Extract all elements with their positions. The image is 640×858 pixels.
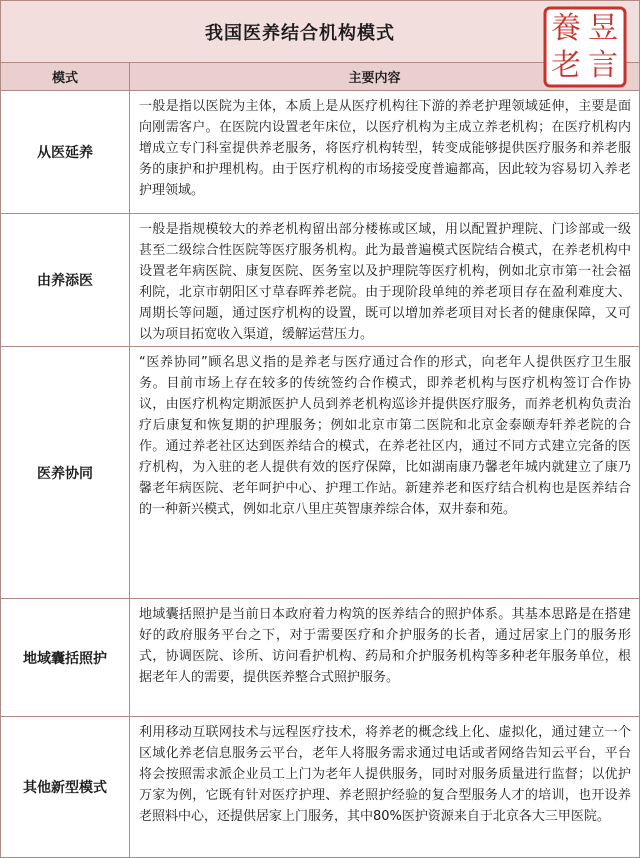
header-mode: 模式 [1,63,130,90]
header-content: 主要内容 [348,71,401,86]
page-title: 我国医养结合机构模式 [205,22,395,44]
table-row [1,214,639,347]
row-content-text: 一般是指以医院为主体，本质上是从医疗机构往下游的养老护理领域延伸，主要是面向刚需客户。在医院内设置老年床位，以医疗机构为主成立养老机构；在医疗机构内增成立专门科室提供养老服务，将医疗机构转型，转变成能够提供医疗服务和养老服务的康护和护理机构。由于医疗机构的市场接受度普遍都高，因此较为容易切入养老护理领域。 [139,99,631,198]
row-mode-label: 从医延养 [1,91,130,213]
row-mode-label: 地域囊括照护 [1,599,130,716]
seal-char-3: 養 [551,11,581,46]
table-row [1,91,639,214]
table-row [1,347,639,599]
row-content-text: 一般是指规模较大的养老机构留出部分楼栋或区域，用以配置护理院、门诊部或一级甚至二级综合性医院等医疗服务机构。此为最普遍模式医院结合模式，在养老机构中设置老年病医院、康复医院、医务室以及护理院等医疗机构，例如北京市第一社会福利院，北京市朝阳区寸草春晖养老院。由于现阶段单纯的养老项目存在盈利难度大、周期长等问题，通过医疗机构的设置，既可以增加养老项目对长者的健康保障，又可以为项目拓宽收入渠道，缓解运营压力。 [139,222,631,342]
row-content-text: 地域囊括照护是当前日本政府着力构筑的医养结合的照护体系。其基本思路是在搭建好的政府服务平台之下，对于需要医疗和介护服务的长者，通过居家上门的服务形式，协调医院、诊所、访问看护机构、药局和介护服务机构等多种老年服务单位，根据老年人的需要，提供医养整合式照护服务。 [139,607,631,685]
row-mode-label: 由养添医 [1,214,130,346]
seal-char-4: 老 [551,48,581,83]
row-content-text: “医养协同”顾名思义指的是养老与医疗通过合作的形式，向老年人提供医疗卫生服务。目前市场上存在较多的传统签约合作模式，即养老机构与医疗机构签订合作协议，由医疗机构定期派医护人员到养老机构巡诊并提供医疗服务，而养老机构负责治疗后康复和恢复期的护理服务；例如北京市第二医院和北京金泰颐寿轩养老院的合作。通过养老社区达到医养结合的模式，在养老社区内，通过不同方式建立完备的医疗机构，为入驻的老人提供有效的医疗保障，比如湖南康乃馨老年城内就建立了康乃馨老年病医院、老年呵护中心、护理工作站。新建养老和医疗结合机构也是医养结合的一种新兴模式，例如北京八里庄英智康养综合体，双井泰和苑。 [139,355,631,517]
row-mode-label: 医养协同 [1,347,130,598]
row-content-text: 利用移动互联网技术与远程医疗技术，将养老的概念线上化、虚拟化，通过建立一个区域化养老信息服务云平台，老年人将服务需求通过电话或者网络告知云平台，平台将会按照需求派企业员工上门为老年人提供服务，同时对服务质量进行监督；以优护万家为例，它既有针对医疗护理、养老照护经验的复合型服务人才的培训，也开设养老照料中心，还提供居家上门服务，其中80%医护资源来自于北京各大三甲医院。 [139,725,631,824]
seal-stamp-icon [541,5,629,89]
seal-char-1: 昱 [588,11,618,46]
table-row [1,599,639,717]
row-mode-label: 其他新型模式 [1,717,130,857]
seal-char-2: 言 [588,48,618,83]
table-row [1,717,639,857]
